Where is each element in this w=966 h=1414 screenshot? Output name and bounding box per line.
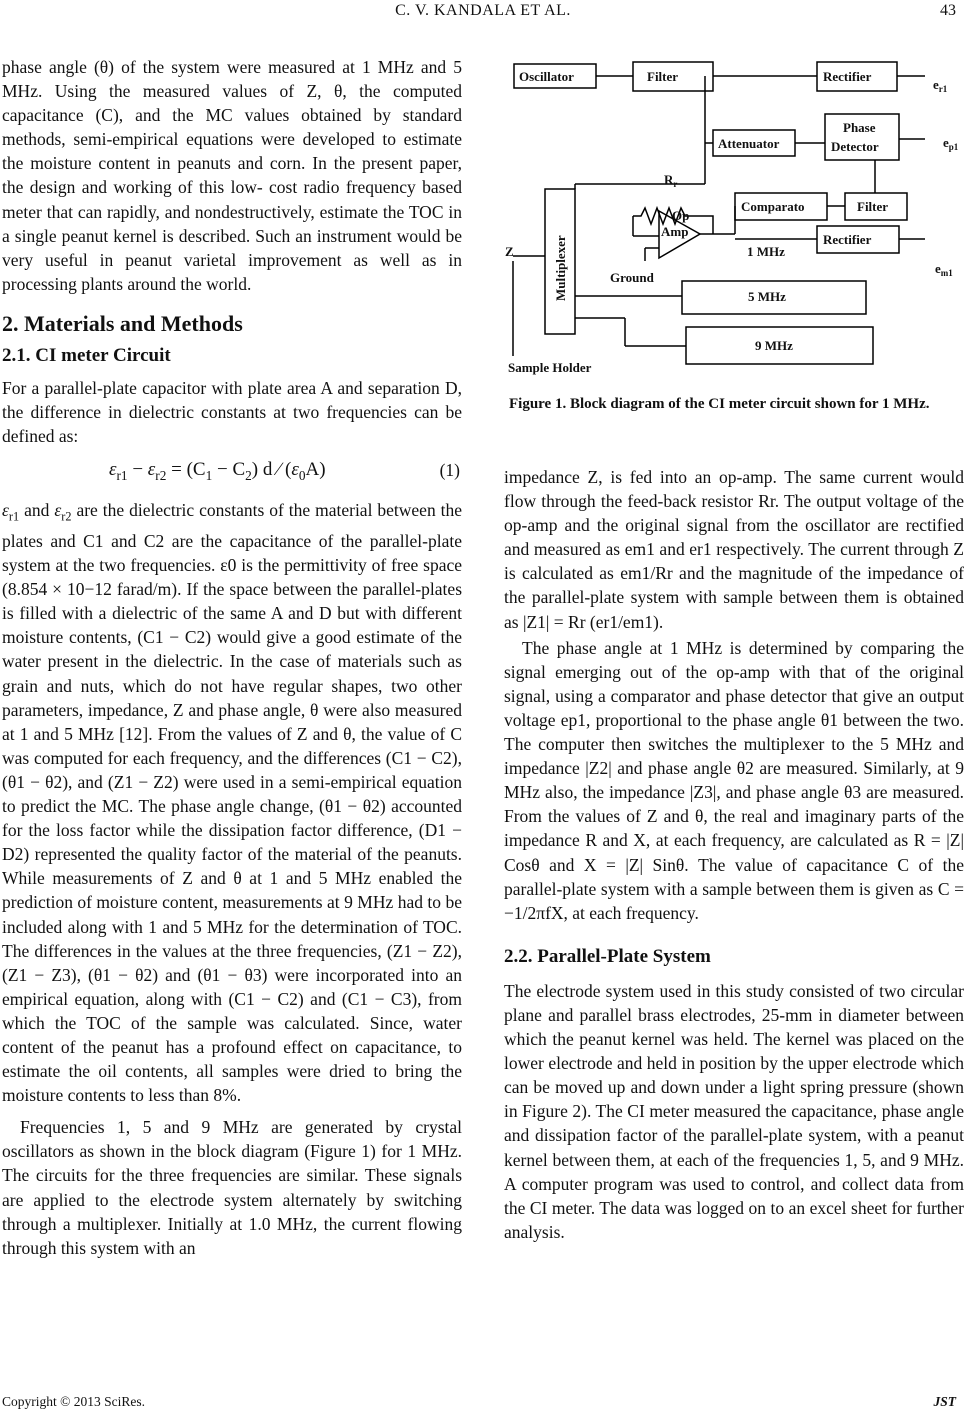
1mhz-label: 1 MHz xyxy=(747,244,785,259)
ep1-label: $e_{p1}$ xyxy=(943,135,959,152)
multiplexer-label: Multiplexer xyxy=(553,235,568,301)
figure-caption: Figure 1. Block diagram of the CI meter circuit shown for 1 MHz. xyxy=(509,396,930,412)
page-footer xyxy=(0,1394,966,1414)
comparator-label: Comparato xyxy=(741,199,805,214)
running-title: C. V. KANDALA ET AL. xyxy=(395,2,571,19)
filter-top-label: Filter xyxy=(647,69,679,84)
op-label: Op xyxy=(672,208,690,223)
rectifier-top-label: Rectifier xyxy=(823,69,872,84)
5mhz-label: 5 MHz xyxy=(748,289,786,304)
attenuator-label: Attenuator xyxy=(718,136,780,151)
subsection-heading: 2.1. CI meter Circuit xyxy=(2,345,171,367)
running-header xyxy=(0,0,966,30)
ground-label: Ground xyxy=(610,270,654,285)
amp-label: Amp xyxy=(661,224,689,239)
rectifier-mid-label: Rectifier xyxy=(823,232,872,247)
z-label: Z xyxy=(505,244,514,259)
copyright-text: Copyright © 2013 SciRes. xyxy=(2,1394,146,1409)
frequencies-paragraph: Frequencies 1, 5 and 9 MHz are generated by crystal oscillators as shown in the block diagram (Figure 1) for 1 MHz. The circuits for the three frequencies are similar. These signals are applied to the electrode system alternately by switching through a multiplexer. Initially at 1.0 MHz, the current flowing through this system with an xyxy=(2,1117,462,1258)
equation-number: (1) xyxy=(439,460,460,481)
phase-label: Phase xyxy=(843,120,876,135)
page-number: 43 xyxy=(940,2,956,19)
equation-1 xyxy=(2,456,462,488)
9mhz-label: 9 MHz xyxy=(755,338,793,353)
phase-angle-paragraph: The phase angle at 1 MHz is determined by comparing the signal emerging out of the op-amp with that of the original signal, using a comparator and phase detector that give an output voltage ep1, proportional to the phase angle θ1 between the two. The computer then switches the multiplexer to the 5 MHz and impedance |Z2| and phase angle θ2 are measured. Similarly, at 9 MHz also, the impedance |Z3|, and phase angle θ3 are measured. From the values of Z and θ, the real and imaginary parts of the impedance R and X, at each frequency, are calculated as R = |Z| Cosθ and X = |Z| Sinθ. The value of capacitance C of the parallel-plate system with a sample between them is given as C = −1/2πfX, at each frequency. xyxy=(504,637,964,923)
right-column xyxy=(504,465,964,1244)
dielectric-paragraph: $\varepsilon_{r1}$ and $\varepsilon_{r2}$ are the dielectric constants of the material between the plates and C1 and C2 are the capacitance of the parallel-plate system at the two frequencies. ε0 is the permittivity of free space (8.854 × 10−12 farad/m). If the space between the parallel-plates is filled with a dielectric of the same A and D but with different moisture contents, (C1 − C2) would give a good estimate of the water present in the dielectric. In the case of materials such as grain and nuts, which do not have regular shapes, two other parameters, impedance, Z and phase angle, θ were also measured at 1 and 5 MHz [12]. From the values of Z and θ, the value of C was computed for each frequency, and the differences (C1 − C2), (θ1 − θ2), and (Z1 − Z2) were used in a semi-empirical equation to predict the MC. The phase angle change, (θ1 − θ2) accounted for the loss factor while the dissipation factor difference, (D1 − D2) represented the quality factor of the material of the peanuts. While measurements of Z and θ at 1 and 5 MHz enabled the prediction of moisture content, measurements at 9 MHz had to be included along with 1 and 5 MHz for the determination of TOC. The differences in the values at the three frequencies, (Z1 − Z2), (Z1 − Z3), (θ1 − θ2) and (θ1 − θ3) were incorporated into an empirical equation, along with (C1 − C2) and (C1 − C3), from which the TOC of the sample was calculated. Since, water content of the peanut has a profound effect on capacitance, to estimate the oil contents, all samples were dried to bring the moisture contents to less than 8%. xyxy=(2,500,463,1106)
filter-mid-label: Filter xyxy=(857,199,889,214)
intro-paragraph: phase angle (θ) of the system were measured at 1 MHz and 5 MHz. Using the measured values of Z, θ, the computed capacitance (C), and the MC values obtained by standard methods, semi-empirical equations were developed to estimate the moisture content in peanuts and corn. In the present paper, the design and working of this low- cost radio frequency based meter that can rapidly, and nondestructively, estimate the TOC in a single peanut kernel is described. Such an instrument would be very useful in peanut varietal improvement as well as in processing plants around the world. xyxy=(2,57,462,294)
journal-abbrev: JST xyxy=(933,1394,956,1409)
oscillator-label: Oscillator xyxy=(519,69,574,84)
subsection-heading-2-2: 2.2. Parallel-Plate System xyxy=(504,945,711,967)
rr-label: $R_r$ xyxy=(664,172,678,189)
electrode-paragraph: The electrode system used in this study consisted of two circular plane and parallel brass electrodes, 25-mm in diameter between which the peanut kernel was held. The kernel was placed on the lower electrode and held in position by the upper electrode which can be moved up and down under a light spring pressure (shown in Figure 2). The CI meter measured the capacitance, phase angle and dissipation factor of the parallel-plate system, with a peanut kernel between them, at each of the frequencies 1, 5, and 9 MHz. A computer program was used to control, and collect data from the CI meter. The data was logged on to an excel sheet for further analysis. xyxy=(504,980,964,1242)
em1-label: $e_{m1}$ xyxy=(935,261,953,278)
equation-body: $\varepsilon_{r1} - \varepsilon_{r2} = (C_1 - C_2)$ d ∕ $(\varepsilon_0A)$ xyxy=(109,459,326,484)
left-column xyxy=(2,55,462,1260)
detector-label: Detector xyxy=(831,139,879,154)
section-heading: 2. Materials and Methods xyxy=(2,310,243,336)
block-diagram-figure xyxy=(505,56,965,376)
impedance-paragraph: impedance Z, is fed into an op-amp. The same current would flow through the feed-back resistor Rr. The output voltage of the op-amp and the original signal from the oscillator are rectified and measured as em1 and er1 respectively. The current through Z is calculated as em1/Rr and the magnitude of the impedance of the parallel-plate system with sample between them is obtained as |Z1| = Rr (er1/em1). xyxy=(504,467,964,632)
capacitor-paragraph: For a parallel-plate capacitor with plate area A and separation D, the difference in dielectric constants at two frequencies can be defined as: xyxy=(2,378,462,447)
er1-label: $e_{r1}$ xyxy=(933,77,948,94)
sample-holder-label: Sample Holder xyxy=(508,360,592,375)
